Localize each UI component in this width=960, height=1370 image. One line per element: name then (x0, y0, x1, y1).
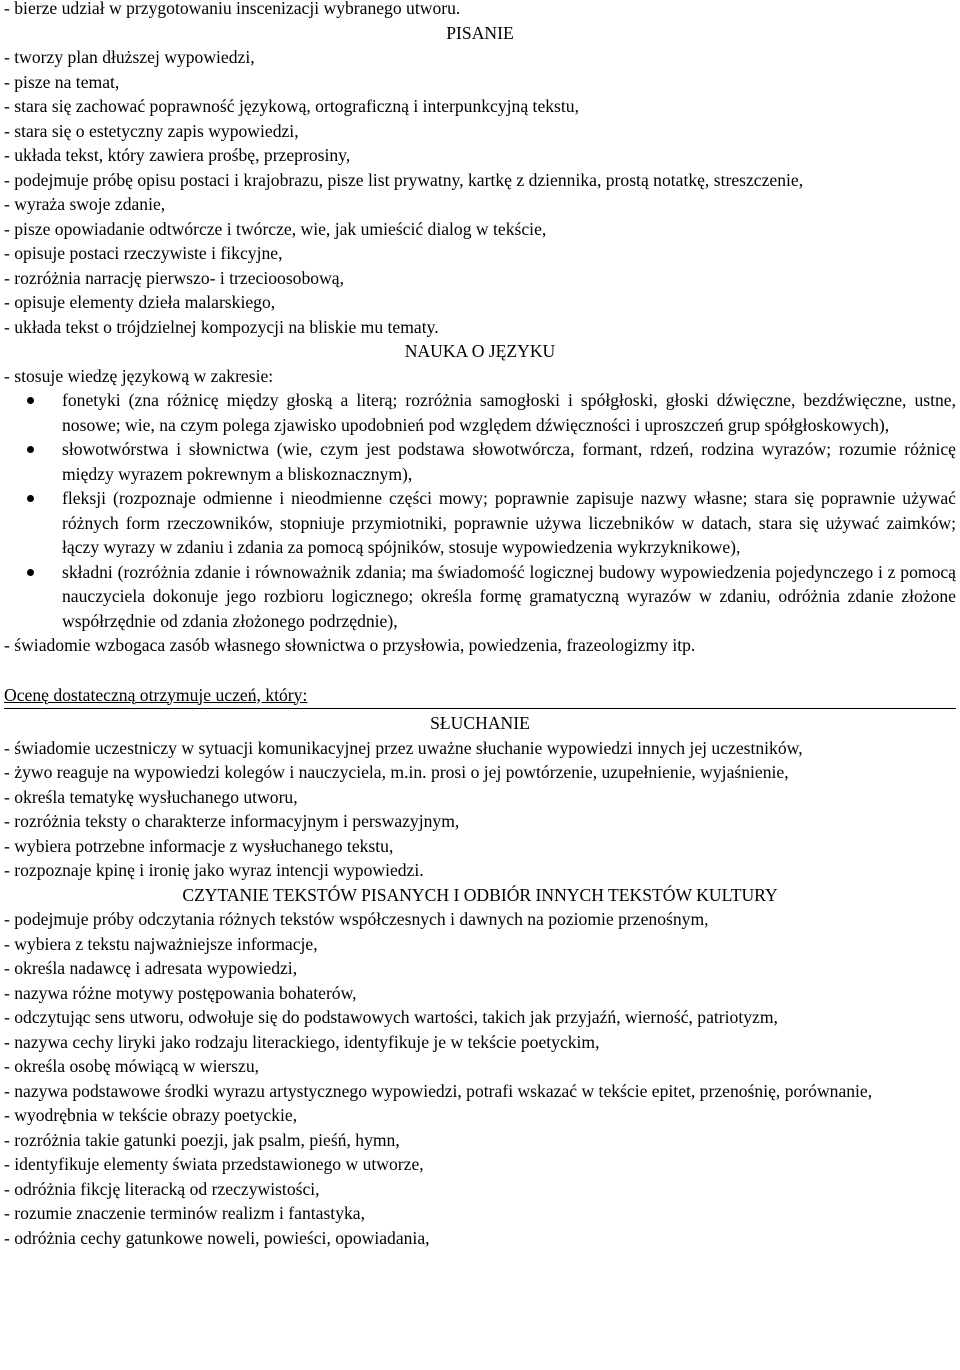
list-item: - rozpoznaje kpinę i ironię jako wyraz intencji wypowiedzi. (4, 860, 424, 880)
bullet-item: słowotwórstwa i słownictwa (wie, czym jest podstawa słowotwórcza, formant, rdzeń, rodzina wyrazów; rozumie różnicę między wyrazem pokrewnym a bliskoznacznym), (4, 437, 956, 486)
list-item: - opisuje postaci rzeczywiste i fikcyjne, (4, 243, 283, 263)
list-item: - określa tematykę wysłuchanego utworu, (4, 786, 298, 807)
nauka-outro: - świadomie wzbogaca zasób własnego słownictwa o przysłowia, powiedzenia, frazeologizmy itp. (4, 635, 696, 655)
list-item: - podejmuje próby odczytania różnych tekstów współczesnych i dawnych na poziomie przenośnym, (4, 909, 709, 929)
list-item: - nazywa podstawowe środki wyrazu artystycznego wypowiedzi, potrafi wskazać w tekście epitet, przenośnię, porównanie, (4, 1080, 873, 1101)
list-item: - rozróżnia narrację pierwszo- i trzecioosobową, (4, 267, 344, 288)
bullet-item: fleksji (rozpoznaje odmienne i nieodmienne części mowy; poprawnie zapisuje nazwy własne; stara się poprawnie używać różnych form rzeczowników, stopniuje przymiotniki, poprawnie używa liczebników w datach, stara się używać zaimków; łączy wyrazy w zdaniu i zdania za pomocą spójników, stosuje wypowiedzenia wykrzyknikowe), (4, 486, 956, 560)
sluchanie-list (4, 736, 956, 883)
list-item: - wybiera potrzebne informacje z wysłuchanego tekstu, (4, 835, 394, 856)
list-item: - nazywa cechy liryki jako rodzaju literackiego, identyfikuje je w tekście poetyckim, (4, 1031, 600, 1052)
list-item: - podejmuje próbę opisu postaci i krajobrazu, pisze list prywatny, kartkę z dziennika, prostą notatkę, streszczenie, (4, 169, 804, 190)
list-item: - określa osobę mówiącą w wierszu, (4, 1056, 260, 1076)
section-heading-czytanie: CZYTANIE TEKSTÓW PISANYCH I ODBIÓR INNYCH TEKSTÓW KULTURY (182, 884, 778, 905)
list-item: - rozumie znaczenie terminów realizm i fantastyka, (4, 1203, 365, 1223)
list-item: - wyraża swoje zdanie, (4, 194, 166, 214)
list-item: - wybiera z tekstu najważniejsze informacje, (4, 933, 318, 954)
list-item: - rozróżnia teksty o charakterze informacyjnym i perswazyjnym, (4, 811, 460, 831)
bullet-item: fonetyki (zna różnicę między głoską a literą; rozróżnia samogłoski i spółgłoski, głoski dźwięczne, bezdźwięczne, ustne, nosowe; wie, na czym polega zjawisko upodobnień pod względem dźwięczności i uproszczeń grup spółgłoskowych), (4, 388, 956, 437)
list-item: - żywo reaguje na wypowiedzi kolegów i nauczyciela, m.in. prosi o jej powtórzenie, uzupełnienie, wyjaśnienie, (4, 762, 789, 782)
nauka-bullet-list (4, 388, 956, 633)
list-item: - odróżnia cechy gatunkowe noweli, powieści, opowiadania, (4, 1227, 430, 1248)
list-item: - nazywa różne motywy postępowania bohaterów, (4, 982, 357, 1003)
czytanie-list (4, 907, 956, 1250)
bullet-item: składni (rozróżnia zdanie i równoważnik zdania; ma świadomość logicznej budowy wypowiedzenia pojedynczego i z pomocą nauczyciela dokonuje jego rozbioru logicznego; określa formę gramatyczną wyrazów w zdaniu, odróżnia zdanie złożone współrzędnie od zdania złożonego podrzędnie), (4, 560, 956, 634)
intro-line: - bierze udział w przygotowaniu inscenizacji wybranego utworu. (4, 0, 461, 18)
list-item: - wyodrębnia w tekście obrazy poetyckie, (4, 1105, 298, 1125)
list-item: - określa nadawcę i adresata wypowiedzi, (4, 958, 298, 978)
list-item: - świadomie uczestniczy w sytuacji komunikacyjnej przez uważne słuchanie wypowiedzi innych jej uczestników, (4, 737, 803, 758)
pisanie-list (4, 45, 956, 339)
grade-heading: Ocenę dostateczną otrzymuje uczeń, który: (4, 683, 956, 710)
list-item: - stara się o estetyczny zapis wypowiedzi, (4, 120, 299, 141)
list-item: - układa tekst o trójdzielnej kompozycji na bliskie mu tematy. (4, 316, 439, 337)
section-heading-sluchanie: SŁUCHANIE (430, 713, 530, 733)
section-heading-nauka-o-jezyku: NAUKA O JĘZYKU (404, 341, 556, 361)
list-item: - odróżnia fikcję literacką od rzeczywistości, (4, 1178, 320, 1199)
list-item: - identyfikuje elementy świata przedstawionego w utworze, (4, 1154, 424, 1174)
nauka-intro: - stosuje wiedzę językową w zakresie: (4, 365, 274, 386)
list-item: - układa tekst, który zawiera prośbę, przeprosiny, (4, 145, 351, 165)
list-item: - odczytując sens utworu, odwołuje się do podstawowych wartości, takich jak przyjaźń, wierność, patriotyzm, (4, 1007, 778, 1027)
list-item: - stara się zachować poprawność językową, ortograficzną i interpunkcyjną tekstu, (4, 96, 579, 116)
list-item: - pisze na temat, (4, 71, 120, 92)
list-item: - tworzy plan dłuższej wypowiedzi, (4, 47, 255, 67)
list-item: - pisze opowiadanie odtwórcze i twórcze, wie, jak umieścić dialog w tekście, (4, 218, 547, 239)
list-item: - rozróżnia takie gatunki poezji, jak psalm, pieśń, hymn, (4, 1129, 400, 1150)
list-item: - opisuje elementy dzieła malarskiego, (4, 292, 276, 312)
section-heading-pisanie: PISANIE (446, 22, 514, 43)
